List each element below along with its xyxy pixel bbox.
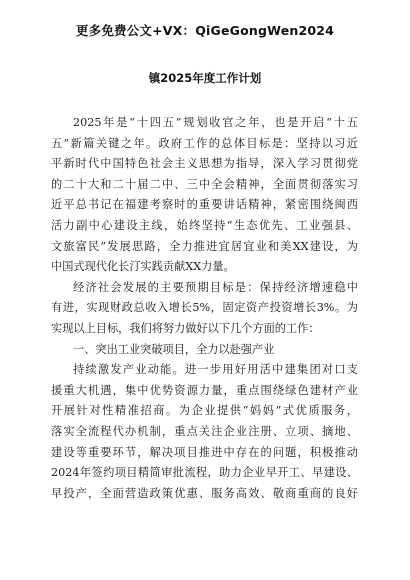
- document-body: [51, 113, 358, 504]
- body-line: 有进，实现财政总收入增长5%，固定资产投资增长3%。为: [51, 301, 358, 315]
- body-line: 援重大机遇，集中优势资源力量，重点围绕绿色建材产业: [51, 383, 358, 397]
- body-line: 五”新篇关键之年。政府工作的总体目标是：坚持以习近: [51, 136, 358, 150]
- body-line: 早投产，全面营造政策优惠、服务高效、敬商重商的良好: [51, 486, 358, 500]
- body-line: 实现以上目标，我们将努力做好以下几个方面的工作：: [51, 321, 320, 335]
- document-title: 镇2025年度工作计划: [148, 71, 262, 85]
- body-line: 2024年签约项目精简审批流程，助力企业早开工、早建设、: [51, 466, 358, 480]
- body-line: 平新时代中国特色社会主义思想为指导，深入学习贯彻党: [51, 157, 358, 171]
- body-line: 近平总书记在福建考察时的重要讲话精神，紧密围绕闽西: [51, 198, 358, 212]
- body-line: 持续激发产业动能。进一步用好用活中建集团对口支: [73, 363, 358, 377]
- body-line: 文旅富民”发展思路，全力推进宜居宜业和美XX建设，为: [51, 239, 358, 253]
- promo-header-note: 更多免费公文+VX：QiGeGongWen2024: [75, 23, 335, 38]
- body-line: 活力副中心建设主线，始终坚持“生态优先、工业强县、: [51, 218, 358, 232]
- body-line: 的二十大和二十届二中、三中全会精神，全面贯彻落实习: [51, 177, 358, 191]
- body-line: 建设等重要环节，解决项目推进中存在的问题，积极推动: [51, 445, 358, 459]
- body-line: 2025年是“十四五”规划收官之年，也是开启“十五: [73, 116, 358, 129]
- body-line: 经济社会发展的主要预期目标是：保持经济增速稳中: [73, 280, 358, 294]
- body-line: 中国式现代化长汀实践贡献XX力量。: [51, 260, 235, 274]
- body-line: 落实全流程代办机制，重点关注企业注册、立项、摘地、: [51, 424, 358, 438]
- section-heading: 一、突出工业突破项目，全力以赴强产业: [73, 342, 275, 356]
- body-line: 开展针对性精准招商。为企业提供“妈妈”式优质服务，: [51, 404, 358, 418]
